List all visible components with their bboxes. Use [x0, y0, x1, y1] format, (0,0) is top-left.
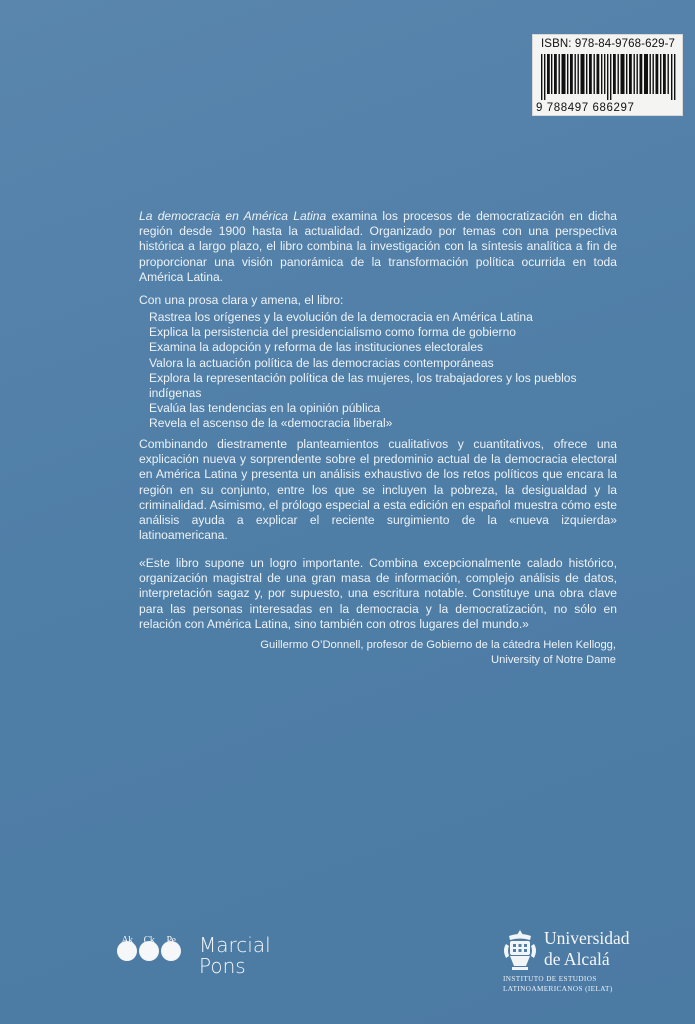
isbn-label: ISBN: 978-84-9768-629-7 [541, 38, 675, 50]
institute-name: INSTITUTO DE ESTUDIOS LATINOAMERICANOS (IELAT) [503, 975, 613, 993]
features-list [149, 310, 617, 432]
circle-icon: Pe [161, 941, 181, 961]
isbn-barcode [532, 34, 683, 116]
intro-text: examina los procesos de democratización en dicha región desde 1900 hasta la actualidad. Organizado por temas con una perspectiva histórica a largo plazo, el libro combina la investigación con la síntesis analítica a fin de proporcionar una visión panorámica de la transformación política ocurrida en toda América Latina. [139, 209, 617, 284]
intro-paragraph [139, 209, 617, 285]
marcial-pons-logo [117, 933, 287, 983]
barcode-bars [541, 54, 678, 100]
circle-icon: Ck [139, 941, 159, 961]
universidad-alcala-logo [500, 926, 650, 996]
list-item: Explica la persistencia del presidencialismo como forma de gobierno [149, 325, 517, 340]
publisher-circles [117, 935, 181, 961]
circle-icon: Ak [117, 941, 137, 961]
attribution-line-2: University of Notre Dame [491, 653, 616, 666]
list-item: Explora la representación política de las mujeres, los trabajadores y los pueblos indígenas [149, 370, 577, 401]
university-crest-icon [500, 928, 540, 972]
list-item: Rastrea los orígenes y la evolución de la democracia en América Latina [149, 310, 533, 324]
list-item: Valora la actuación política de las democracias contemporáneas [149, 355, 494, 370]
list-item: Evalúa las tendencias en la opinión pública [149, 401, 381, 416]
university-name: Universidad de Alcalá [544, 928, 630, 969]
review-quote: «Este libro supone un logro importante. Combina excepcionalmente calado histórico, organización magistral de una gran masa de información, complejo análisis de datos, interpretación sagaz y, por supuesto, una escritura notable. Constituye una obra clave para las personas interesadas en la democracia y la democratización, no sólo en relación con América Latina, sino también con otros lugares del mundo.» [139, 556, 617, 631]
list-item: Revela el ascenso de la «democracia liberal» [149, 416, 393, 431]
book-title: La democracia en América Latina [139, 209, 327, 223]
quote-attribution [196, 638, 616, 668]
attribution-line-1: Guillermo O’Donnell, profesor de Gobierno de la cátedra Helen Kellogg, [260, 639, 616, 651]
list-lead: Con una prosa clara y amena, el libro: [139, 293, 344, 307]
body-paragraph: Combinando diestramente planteamientos cualitativos y cuantitativos, ofrece una explicación nueva y sorprendente sobre el predominio actual de la democracia electoral en América Latina y presenta un análisis exhaustivo de los retos políticos que encara la región en su conjunto, entre los que se incluyen la pobreza, la desigualdad y la criminalidad. Asimismo, el prólogo especial a esta edición en español muestra cómo este análisis ayuda a explicar el reciente surgimiento de la «nueva izquierda» latinoamericana. [139, 437, 617, 543]
publisher-name: Marcial Pons [199, 933, 271, 978]
barcode-digits: 9 788497 686297 [536, 102, 635, 114]
list-item: Examina la adopción y reforma de las instituciones electorales [149, 340, 484, 355]
